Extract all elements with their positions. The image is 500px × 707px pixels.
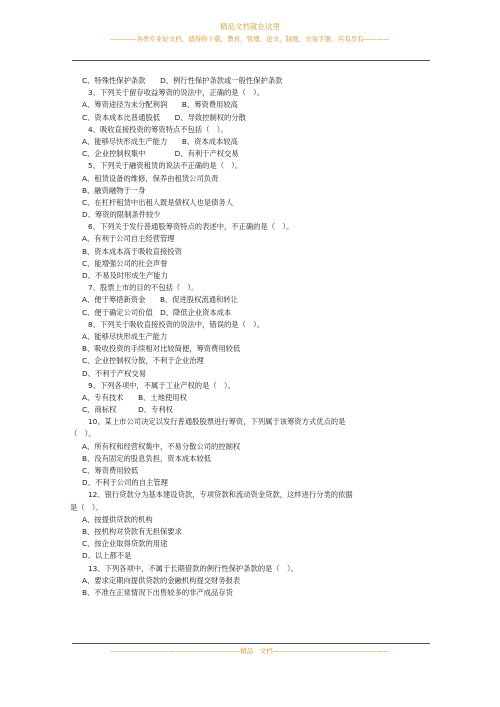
question-line: 7、股票上市的目的不包括（ ）。 (88, 283, 199, 293)
option-line: A、按提供贷款的机构 (82, 514, 153, 524)
option-line: B、融资融物于一身 (82, 185, 146, 195)
question-line: 6、下列关于发行普通股筹资特点的表述中，不正确的是（ ）。 (88, 222, 294, 232)
header-title: 精品文档就在这里 (220, 22, 280, 31)
option-line: C、便于确定公司价值 D、降低企业资本成本 (82, 307, 232, 317)
option-line: C、按企业取得贷款的用途 (82, 539, 168, 549)
question-line: 13、下列各项中，不属于长期借款的例行性保护条款的是（ ）。 (88, 563, 298, 573)
question-line: 9、下列各项中，不属于工业产权的是（ ）。 (88, 380, 235, 390)
document-body (70, 75, 432, 599)
option-line: A、所有权和经营权集中，不易分散公司的控制权 (82, 441, 241, 451)
header-subtitle: ————各类专业好文档，值得你下载，教育，管理，论文，制度，方案手册，应有尽有———— (110, 35, 390, 43)
page-footer: ————————————————————精品 文档—————————————————— (110, 647, 390, 655)
continuation-line: 是（ ）。 (70, 502, 103, 512)
option-line: A、专有技术 B、土地使用权 (82, 392, 187, 402)
option-line: A、便于筹措新资金 B、促进股权流通和转让 (82, 295, 238, 305)
header-divider (72, 60, 430, 61)
question-line: 3、下列关于留存收益筹资的说法中，正确的是（ ）。 (88, 88, 265, 98)
option-line: C、企业控制权分散，不利于企业治理 (82, 356, 204, 366)
footer-divider (72, 643, 430, 644)
option-line: C、资本成本比普通股低 D、导致控制权的分散 (82, 112, 246, 122)
option-line: D、不易及时形成生产能力 (82, 271, 168, 280)
option-line: A、能够尽快形成生产能力 (82, 331, 168, 341)
question-line: 5、下列关于融资租赁的说法不正确的是（ ）。 (88, 161, 243, 171)
option-line: D、不利于公司的自主管理 (82, 478, 168, 488)
option-line: C、在杠杆租赁中出租人既是债权人也是债务人 (82, 197, 234, 207)
option-line: B、不准在正常情况下出售较多的非产成品存货 (82, 587, 233, 597)
option-line: D、筹资的限制条件较少 (82, 210, 161, 220)
question-line: 4、吸收直接投资的筹资特点不包括（ ）。 (88, 124, 228, 134)
option-line: B、按机构对贷款有无担保要求 (82, 526, 182, 536)
question-line: 10、某上市公司决定以发行普通股股票进行筹资，下列属于该筹资方式优点的是 (88, 417, 346, 427)
option-line: A、能够尽快形成生产能力 B、资本成本较高 (82, 136, 238, 146)
option-line: C、筹资费用较低 (82, 466, 139, 475)
option-line: A、筹资途径为未分配利润 B、筹资费用较高 (82, 100, 238, 110)
option-line: D、以上都不是 (82, 551, 132, 561)
option-line: C、能增强公司的社会声誉 (82, 258, 168, 268)
question-line: 12、银行贷款分为基本建设贷款，专项贷款和流动资金贷款，这样进行分类的依据 (88, 490, 353, 500)
page-header (0, 22, 500, 44)
option-line: D、不利于产权交易 (82, 368, 146, 378)
option-line: A、有利于公司自主经营管理 (82, 234, 175, 244)
continuation-line: （ ）。 (70, 429, 96, 439)
option-line: B、没有固定的股息负担，资本成本较低 (82, 453, 212, 463)
option-line: B、资本成本高于吸收直接投资 (82, 246, 182, 256)
option-line: C、特殊性保护条款 D、例行性保护条款或一般性保护条款 (82, 76, 283, 85)
question-line: 8、下列关于吸收直接投资的说法中，错误的是（ ）。 (88, 319, 265, 329)
option-line: A、租赁设备的维修，保养由租赁公司负责 (82, 173, 219, 183)
option-line: C、商标权 D、专利权 (82, 405, 173, 415)
option-line: B、吸收投资的手续相对比较简便，筹资费用较低 (82, 344, 241, 354)
option-line: C、企业控制权集中 D、有利于产权交易 (82, 149, 239, 159)
option-line: A、要求定期向提供贷款的金融机构提交财务报表 (82, 575, 241, 585)
